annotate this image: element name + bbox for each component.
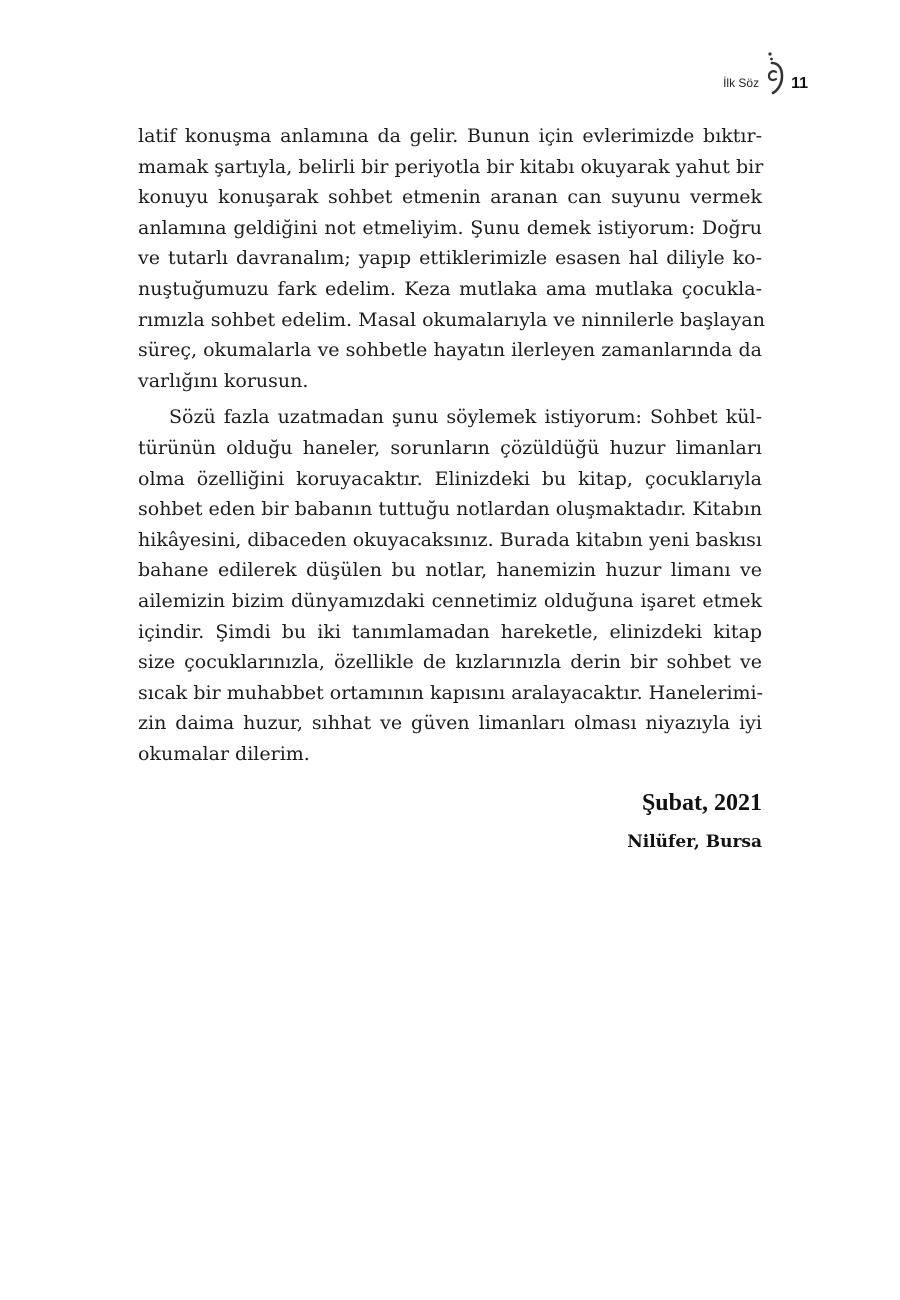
body-text: [138, 121, 765, 769]
running-header: [723, 48, 808, 96]
paragraph: [138, 402, 762, 769]
header-title: İlk Söz: [723, 76, 760, 90]
text-line: Sözü fazla uzatmadan şunu söylemek istiyorum: Sohbet kül-: [169, 406, 762, 429]
text-line: nuştuğumuzu fark edelim. Keza mutlaka ama mutlaka çocukla-: [138, 277, 762, 300]
text-line: süreç, okumalarla ve sohbetle hayatın ilerleyen zamanlarında da: [138, 339, 762, 362]
text-line: rımızla sohbet edelim. Masal okumalarıyla ve ninnilerle başlayan: [138, 308, 765, 331]
text-line: bahane edilerek düşülen bu notlar, hanemizin huzur limanı ve: [138, 559, 762, 582]
text-line: varlığını korusun.: [138, 369, 309, 392]
text-line: konuyu konuşarak sohbet etmenin aranan can suyunu vermek: [138, 186, 762, 209]
page-number: 11: [791, 75, 808, 92]
text-line: latif konuşma anlamına da gelir. Bunun için evlerimizde bıktır-: [138, 125, 762, 147]
text-line: sıcak bir muhabbet ortamının kapısını aralayacaktır. Hanelerimi-: [138, 681, 764, 704]
text-line: size çocuklarınızla, özellikle de kızlarınızla derin bir sohbet ve: [138, 651, 762, 674]
text-line: türünün olduğu haneler, sorunların çözüldüğü huzur limanları: [138, 436, 762, 459]
text-line: hikâyesini, dibaceden okuyacaksınız. Burada kitabın yeni baskısı: [138, 528, 762, 551]
paragraph: [138, 121, 765, 396]
text-line: mamak şartıyla, belirli bir periyotla bir kitabı okuyarak yahut bir: [138, 155, 764, 178]
text-line: anlamına geldiğini not etmeliyim. Şunu demek istiyorum: Doğru: [138, 216, 762, 239]
text-line: okumalar dilerim.: [138, 742, 310, 765]
text-line: zin daima huzur, sıhhat ve güven limanları olması niyazıyla iyi: [138, 712, 762, 735]
text-line: sohbet eden bir babanın tuttuğu notlardan oluşmaktadır. Kitabın: [138, 498, 763, 521]
text-line: olma özelliğini koruyacaktır. Elinizdeki bu kitap, çocuklarıyla: [138, 467, 762, 490]
ornament-icon: [763, 50, 787, 96]
signoff-date: Şubat, 2021: [641, 790, 762, 816]
signoff-place: Nilüfer, Bursa: [627, 832, 762, 852]
text-line: ve tutarlı davranalım; yapıp ettiklerimizle esasen hal diliyle ko-: [138, 247, 762, 270]
text-line: ailemizin bizim dünyamızdaki cennetimiz olduğuna işaret etmek: [138, 589, 762, 612]
text-line: içindir. Şimdi bu iki tanımlamadan hareketle, elinizdeki kitap: [138, 620, 762, 643]
